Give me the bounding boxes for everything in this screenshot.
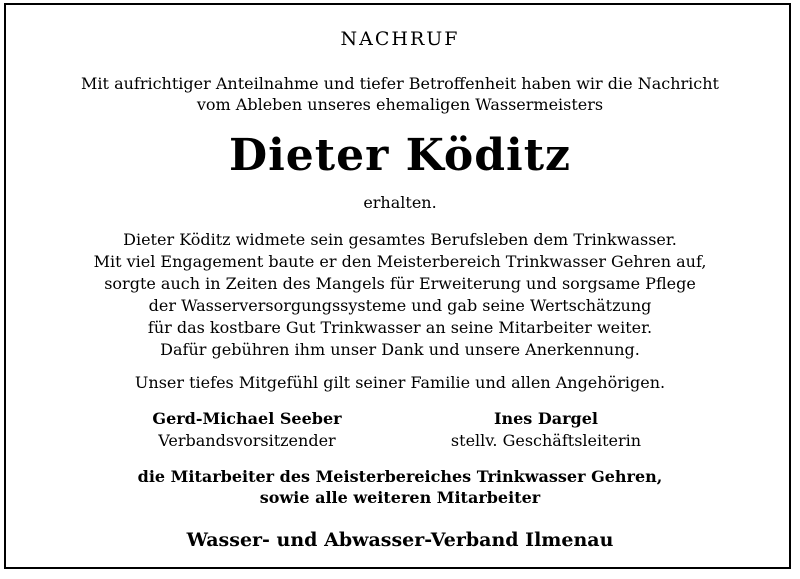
- staff-line-2: sowie alle weiteren Mitarbeiter: [259, 488, 541, 507]
- signatory-2-role: stellv. Geschäftsleiterin: [450, 431, 642, 450]
- signatory-1-role: Verbandsvorsitzender: [158, 431, 336, 450]
- intro-line-2: vom Ableben unseres ehemaligen Wassermeisters: [196, 95, 604, 114]
- organization-name: Wasser- und Abwasser-Verband Ilmenau: [186, 529, 614, 551]
- tribute-line-2: Mit viel Engagement baute er den Meisterbereich Trinkwasser Gehren auf,: [93, 252, 707, 271]
- tribute-line-1: Dieter Köditz widmete sein gesamtes Berufsleben dem Trinkwasser.: [123, 230, 677, 249]
- tribute-line-6: Dafür gebühren ihm unser Dank und unsere Anerkennung.: [160, 340, 640, 359]
- tribute-line-3: sorgte auch in Zeiten des Mangels für Erweiterung und sorgsame Pflege: [104, 274, 696, 293]
- intro-line-1: Mit aufrichtiger Anteilnahme und tiefer Betroffenheit haben wir die Nachricht: [81, 74, 719, 93]
- staff-line-1: die Mitarbeiter des Meisterbereiches Trinkwasser Gehren,: [137, 467, 663, 486]
- received-text: erhalten.: [363, 193, 437, 212]
- condolence-text: Unser tiefes Mitgefühl gilt seiner Familie und allen Angehörigen.: [134, 373, 666, 392]
- obituary-heading: NACHRUF: [340, 28, 460, 50]
- deceased-name: Dieter Köditz: [228, 130, 572, 181]
- signatory-2-name: Ines Dargel: [494, 409, 598, 428]
- tribute-line-5: für das kostbare Gut Trinkwasser an seine Mitarbeiter weiter.: [147, 318, 653, 337]
- tribute-line-4: der Wasserversorgungssysteme und gab seine Wertschätzung: [148, 296, 652, 315]
- signatory-1-name: Gerd-Michael Seeber: [152, 409, 342, 428]
